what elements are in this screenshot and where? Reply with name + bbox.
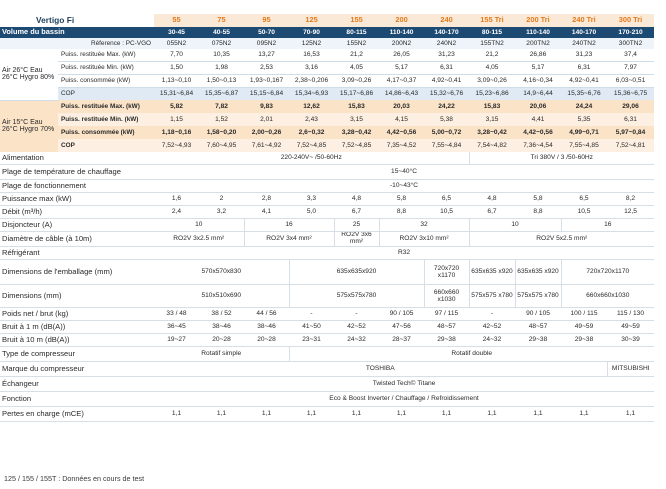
cell: 20,06 [515,100,561,113]
cell: 49~59 [561,321,607,334]
cell: 10,35 [199,49,244,62]
cell: 38 / 52 [199,308,244,321]
cell: 12,62 [289,100,334,113]
cell: 28~37 [379,334,424,347]
cell: 2 [199,193,244,206]
cell: 41~50 [289,321,334,334]
cell: 2,4 [154,206,199,219]
cell: 6,5 [424,193,469,206]
cell: 3,2 [199,206,244,219]
model-header: 75 [199,14,244,27]
cell: 7,36~4,54 [515,139,561,152]
cell: 42~52 [469,321,515,334]
model-header: 95 [244,14,289,27]
cell: 1,1 [607,407,654,422]
cell: RO2V 3x6 mm² [334,232,379,247]
cell: 4,92~0,41 [424,75,469,88]
cell: 37,4 [607,49,654,62]
cell: 24~32 [334,334,379,347]
cell: 30~39 [607,334,654,347]
cell: 26,05 [379,49,424,62]
cell: 29~38 [424,334,469,347]
model-header: 200 Tri [515,14,561,27]
row-label: Marque du compresseur [0,362,154,377]
cell: 575x575x780 [289,285,424,308]
cell: 2,38~0,206 [289,75,334,88]
cell: 4,05 [469,62,515,75]
cell: 5,97~0,84 [607,126,654,139]
model-header: 155 Tri [469,14,515,27]
cell: 20~28 [199,334,244,347]
cell: 13,27 [244,49,289,62]
cell: 19~27 [154,334,199,347]
cell: 115 / 130 [607,308,654,321]
cell: 2,8 [244,193,289,206]
plage-fonctionnement-row [0,180,654,193]
cell: 2,01 [244,113,289,126]
reference-value: 240TN2 [561,38,607,49]
cell: 5,82 [154,100,199,113]
model-header: 200 [379,14,424,27]
cell: - [334,308,379,321]
volume-value: 110-140 [515,27,561,38]
emballage-row [0,260,654,285]
cell: R32 [154,247,654,260]
cell: 15,32~6,76 [424,88,469,101]
cell: 16,53 [289,49,334,62]
cond2-label: Air 15°C Eau 26°C Hygro 70% [0,100,58,152]
row-label: Bruit à 10 m (dB(A)) [0,334,154,347]
cell: 5,38 [424,113,469,126]
cell: 1,1 [199,407,244,422]
row-label: Plage de fonctionnement [0,180,154,193]
bruit-1m-row [0,321,654,334]
cell: 635x635 x920 [469,260,515,285]
cond2-max-row [0,100,654,113]
row-label: Type de compresseur [0,347,154,362]
pertes-row [0,407,654,422]
cell: 5,0 [289,206,334,219]
puissance-max-row [0,193,654,206]
cell: 635x635x920 [289,260,424,285]
cell: 15,35~6,87 [199,88,244,101]
cell: 90 / 105 [515,308,561,321]
cell: 24,22 [424,100,469,113]
row-label: Dimensions de l'emballage (mm) [0,260,154,285]
row-label: Pertes en charge (mCE) [0,407,154,422]
row-label: Dimensions (mm) [0,285,154,308]
cell: 4,15 [379,113,424,126]
row-label: COP [58,139,154,152]
cell: Rotatif double [289,347,654,362]
cell: 5,17 [379,62,424,75]
cell: 7,52~4,85 [289,139,334,152]
cell: 5,8 [515,193,561,206]
reference-value: 200N2 [379,38,424,49]
cond1-min-row [0,62,654,75]
reference-value: 155N2 [334,38,379,49]
cell: 29~38 [515,334,561,347]
cell: 4,42~0,56 [379,126,424,139]
cell: 4,42~0,56 [515,126,561,139]
cell: 1,50 [154,62,199,75]
cond2-cop-row [0,139,654,152]
cell: 1,1 [515,407,561,422]
volume-value: 140-170 [561,27,607,38]
cell: 8,2 [607,193,654,206]
cell: 7,55~4,84 [424,139,469,152]
cell: 635x635 x920 [515,260,561,285]
cell: 7,97 [607,62,654,75]
volume-value: 80-115 [334,27,379,38]
cell: 15,36~6,75 [607,88,654,101]
cell: 3,28~0,42 [469,126,515,139]
cell: 10 [154,219,244,232]
cell: 31,23 [561,49,607,62]
cell: -10~43°C [154,180,654,193]
cell: RO2V 5x2.5 mm² [469,232,654,247]
cell: 6,7 [469,206,515,219]
row-label: Disjoncteur (A) [0,219,154,232]
cell: 6,31 [424,62,469,75]
cell: 15~40°C [154,165,654,180]
cell: - [469,308,515,321]
plage-chauffage-row [0,165,654,180]
model-header: 240 [424,14,469,27]
cell: 6,5 [561,193,607,206]
reference-value: 240N2 [424,38,469,49]
cond2-min-row [0,113,654,126]
cell: 7,55~4,85 [561,139,607,152]
cell: 15,15~6,84 [244,88,289,101]
cell: 4,41 [515,113,561,126]
cell: 48~57 [515,321,561,334]
cell: 4,8 [334,193,379,206]
cell: 15,23~6,86 [469,88,515,101]
cell: 6,31 [561,62,607,75]
cell: 32 [379,219,469,232]
cond1-max-row [0,49,654,62]
cell: 36~45 [154,321,199,334]
cell: 1,52 [199,113,244,126]
row-label: Puissance max (kW) [0,193,154,206]
cell: 7,60~4,95 [199,139,244,152]
cell: 6,03~0,51 [607,75,654,88]
cell: 720x720 x1170 [424,260,469,285]
model-header: 300 Tri [607,14,654,27]
row-label: Puiss. restituée Min. (kW) [58,62,154,75]
cell: 4,05 [334,62,379,75]
reference-label: Réference : PC-VGO [0,38,154,49]
row-label: Puiss. consommée (kW) [58,75,154,88]
dimensions-row [0,285,654,308]
row-label: Alimentation [0,152,154,165]
volume-value: 40-55 [199,27,244,38]
cell: 23~31 [289,334,334,347]
volume-value: 30-45 [154,27,199,38]
row-label: Bruit à 1 m (dB(A)) [0,321,154,334]
cell: RO2V 3x2.5 mm² [154,232,244,247]
cond2-conso-row [0,126,654,139]
cell: 5,00~0,72 [424,126,469,139]
reference-value: 095N2 [244,38,289,49]
cell: 90 / 105 [379,308,424,321]
cell: 5,8 [379,193,424,206]
cell: 47~56 [379,321,424,334]
cell: 1,1 [379,407,424,422]
reference-row [0,38,654,49]
volume-value: 140-170 [424,27,469,38]
cell: 7,54~4,82 [469,139,515,152]
cell: 1,1 [289,407,334,422]
cell: 2,6~0,32 [289,126,334,139]
cell: 7,35~4,52 [379,139,424,152]
marque-row [0,362,654,377]
cell: 3,28~0,42 [334,126,379,139]
model-header: 55 [154,14,199,27]
cell: Eco & Boost Inverter / Chauffage / Refroidissement [154,392,654,407]
cell: Rotatif simple [154,347,289,362]
volume-value: 50-70 [244,27,289,38]
fonction-row [0,392,654,407]
cell: RO2V 3x10 mm² [379,232,469,247]
refrigerant-row [0,247,654,260]
cell: 12,5 [607,206,654,219]
row-label: Plage de température de chauffage [0,165,154,180]
cell: 15,83 [469,100,515,113]
cell: 26,86 [515,49,561,62]
cell: RO2V 3x4 mm² [244,232,334,247]
cell: 4,17~0,37 [379,75,424,88]
cell: 7,82 [199,100,244,113]
cell: 16 [244,219,334,232]
spec-table [0,14,654,422]
cell: 3,15 [334,113,379,126]
cell: 3,16 [289,62,334,75]
volume-value: 70-90 [289,27,334,38]
cell: 1,18~0,16 [154,126,199,139]
cell: MITSUBISHI [607,362,654,377]
cell: 3,09~0,26 [334,75,379,88]
cell: 15,34~6,93 [289,88,334,101]
alimentation-row [0,152,654,165]
cell: 6,31 [607,113,654,126]
volume-value: 80-115 [469,27,515,38]
cell: 10,5 [424,206,469,219]
cell: 21,2 [334,49,379,62]
cell: 1,58~0,20 [199,126,244,139]
cell: 15,17~6,86 [334,88,379,101]
cell: 20,03 [379,100,424,113]
reference-value: 300TN2 [607,38,654,49]
cell: 1,1 [154,407,199,422]
cell: 2,53 [244,62,289,75]
row-label: Débit (m³/h) [0,206,154,219]
cell: 4,1 [244,206,289,219]
cell: 25 [334,219,379,232]
cell: 7,52~4,93 [154,139,199,152]
reference-value: 200TN2 [515,38,561,49]
cell: 8,8 [515,206,561,219]
cell: 16 [561,219,654,232]
cell: 49~59 [607,321,654,334]
row-label: Poids net / brut (kg) [0,308,154,321]
debit-row [0,206,654,219]
cell: 24,24 [561,100,607,113]
cell: 720x720x1170 [561,260,654,285]
row-label: Réfrigérant [0,247,154,260]
product-title: Vertigo Fi [36,14,75,25]
model-header: 240 Tri [561,14,607,27]
cell: 575x575 x780 [469,285,515,308]
row-label: Puiss. restituée Max. (kW) [58,49,154,62]
cell: 7,52~4,85 [334,139,379,152]
cell: 44 / 56 [244,308,289,321]
row-label: Diamètre de câble (à 10m) [0,232,154,247]
cable-row [0,232,654,247]
cell: 29~38 [561,334,607,347]
volume-value: 110-140 [379,27,424,38]
row-label: Fonction [0,392,154,407]
cell: 7,52~4,81 [607,139,654,152]
cell: 15,35~6,76 [561,88,607,101]
cell: 1,1 [469,407,515,422]
cell: 4,99~0,71 [561,126,607,139]
cell: 570x570x830 [154,260,289,285]
model-header: 125 [289,14,334,27]
cell: 3,09~0,26 [469,75,515,88]
cell: 575x575 x780 [515,285,561,308]
cell: 4,16~0,34 [515,75,561,88]
cell: 10,5 [561,206,607,219]
cell: 1,93~0,167 [244,75,289,88]
cell: 20~28 [244,334,289,347]
cond1-cop-row [0,88,654,101]
cell: 42~52 [334,321,379,334]
cell: 8,8 [379,206,424,219]
cell: 97 / 115 [424,308,469,321]
cell: 7,61~4,92 [244,139,289,152]
cell: 5,17 [515,62,561,75]
cell: 38~46 [199,321,244,334]
cell: 14,9~6,44 [515,88,561,101]
volume-label: Volume du bassin [0,27,154,38]
volume-value: 170-210 [607,27,654,38]
cell: 1,50~0,13 [199,75,244,88]
disjoncteur-row [0,219,654,232]
cell: 3,15 [469,113,515,126]
volume-row [0,27,654,38]
cell: Twisted Tech© Titane [154,377,654,392]
cell: 1,13~0,10 [154,75,199,88]
model-header: 155 [334,14,379,27]
cell: 33 / 48 [154,308,199,321]
cell: 2,43 [289,113,334,126]
cell: 220-240V~ /50-60Hz [154,152,469,165]
cell: 10 [469,219,561,232]
cell: 21,2 [469,49,515,62]
model-header-row [0,14,654,27]
cell: 15,83 [334,100,379,113]
cell: 1,6 [154,193,199,206]
cell: 29,06 [607,100,654,113]
cell: 660x660 x1030 [424,285,469,308]
cell: 31,23 [424,49,469,62]
cell: 15,31~6,84 [154,88,199,101]
cell: 1,98 [199,62,244,75]
cell: TOSHIBA [154,362,607,377]
cell: 100 / 115 [561,308,607,321]
footnote: 125 / 155 / 155T : Données en cours de test [4,474,145,483]
echangeur-row [0,377,654,392]
row-label: COP [58,88,154,101]
cell: 4,92~0,41 [561,75,607,88]
cell: 660x660x1030 [561,285,654,308]
cell: 1,15 [154,113,199,126]
reference-value: 155TN2 [469,38,515,49]
row-label: Puiss. restituée Max. (kW) [58,100,154,113]
cond1-conso-row [0,75,654,88]
cell: 38~46 [244,321,289,334]
cell: 14,86~6,43 [379,88,424,101]
cell: 4,8 [469,193,515,206]
cell: 48~57 [424,321,469,334]
cell: 6,7 [334,206,379,219]
cell: 1,1 [561,407,607,422]
cell: 7,70 [154,49,199,62]
cell: 2,00~0,26 [244,126,289,139]
cond1-label: Air 26°C Eau 26°C Hygro 80% [0,49,58,100]
cell: 510x510x690 [154,285,289,308]
poids-row [0,308,654,321]
reference-value: 055N2 [154,38,199,49]
reference-value: 125N2 [289,38,334,49]
row-label: Puiss. restituée Min. (kW) [58,113,154,126]
cell: - [289,308,334,321]
cell: 5,35 [561,113,607,126]
bruit-10m-row [0,334,654,347]
cell: 24~32 [469,334,515,347]
compresseur-row [0,347,654,362]
cell: 1,1 [244,407,289,422]
cell: 3,3 [289,193,334,206]
cell: 9,83 [244,100,289,113]
cell: 1,1 [424,407,469,422]
row-label: Échangeur [0,377,154,392]
row-label: Puiss. consommée (kW) [58,126,154,139]
reference-value: 075N2 [199,38,244,49]
cell: Tri 380V / 3 /50-60Hz [469,152,654,165]
cell: 1,1 [334,407,379,422]
